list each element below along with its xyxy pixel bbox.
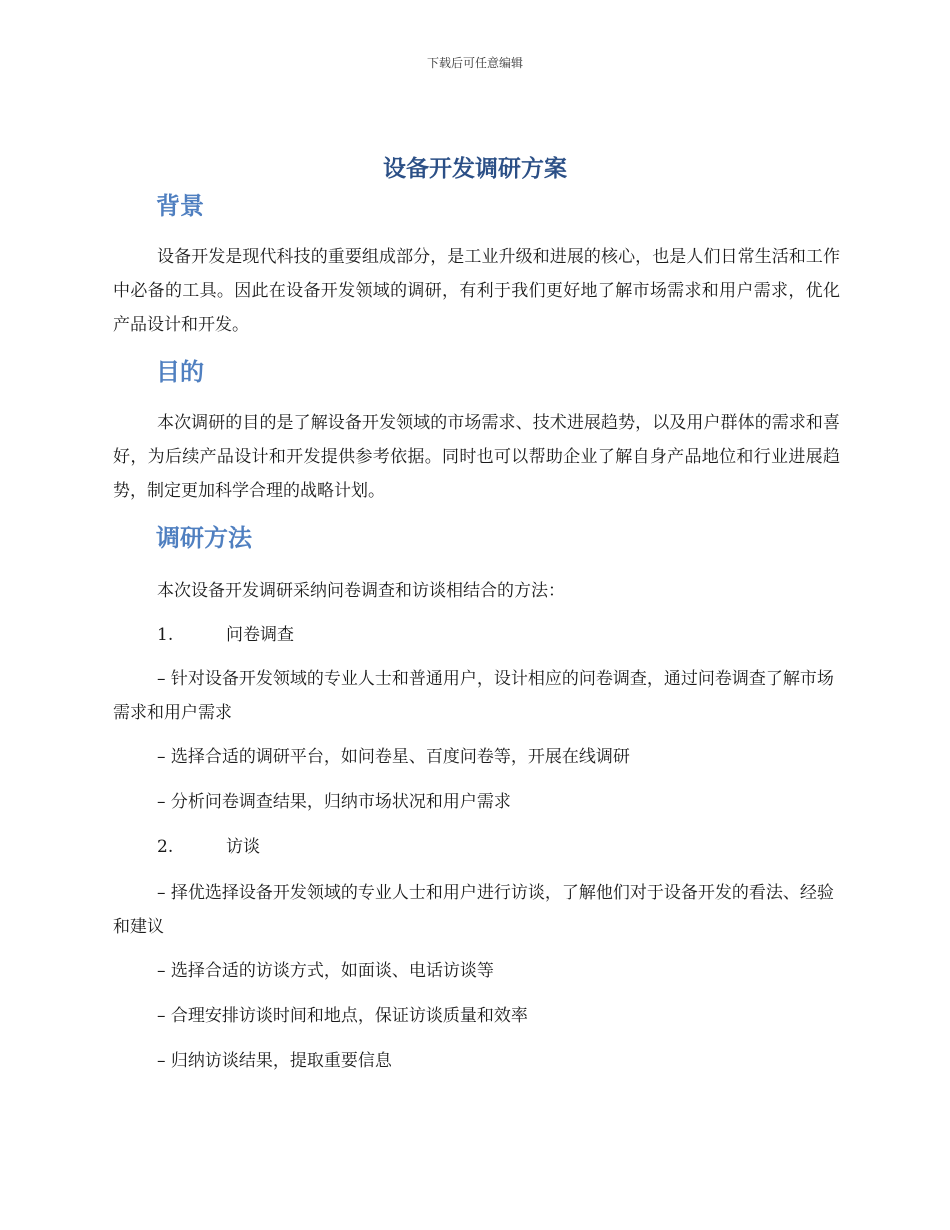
method-point: – 选择合适的访谈方式，如面谈、电话访谈等 — [157, 961, 494, 981]
method-name-survey: 问卷调查 — [226, 625, 294, 645]
method-name-interview: 访谈 — [226, 837, 260, 857]
page-header-note: 下载后可任意编辑 — [426, 56, 523, 70]
method-intro: 本次设备开发调研采纳问卷调查和访谈相结合的方法： — [157, 581, 565, 601]
document-title: 设备开发调研方案 — [383, 156, 567, 182]
section-heading-purpose: 目的 — [156, 358, 204, 386]
method-number: 1. — [157, 625, 174, 645]
method-point: – 合理安排访谈时间和地点，保证访谈质量和效率 — [157, 1006, 528, 1026]
section-paragraph-background: 设备开发是现代科技的重要组成部分，是工业升级和进展的核心，也是人们日常生活和工作中必备的工具。因此在设备开发领域的调研，有利于我们更好地了解市场需求和用户需求，优化产品设计和开发。 — [113, 247, 840, 335]
section-heading-method: 调研方法 — [156, 524, 252, 552]
method-point: – 择优选择设备开发领域的专业人士和用户进行访谈，了解他们对于设备开发的看法、经验和建议 — [113, 883, 834, 937]
section-paragraph-purpose: 本次调研的目的是了解设备开发领域的市场需求、技术进展趋势，以及用户群体的需求和喜好，为后续产品设计和开发提供参考依据。同时也可以帮助企业了解自身产品地位和行业进展趋势，制定更加科学合理的战略计划。 — [113, 413, 840, 501]
method-point: – 针对设备开发领域的专业人士和普通用户，设计相应的问卷调查，通过问卷调查了解市场需求和用户需求 — [113, 669, 834, 723]
section-heading-background: 背景 — [156, 192, 204, 220]
method-point: – 归纳访谈结果，提取重要信息 — [157, 1051, 392, 1071]
method-number: 2. — [157, 837, 174, 857]
method-point: – 分析问卷调查结果，归纳市场状况和用户需求 — [157, 792, 511, 812]
method-point: – 选择合适的调研平台，如问卷星、百度问卷等，开展在线调研 — [157, 747, 630, 767]
